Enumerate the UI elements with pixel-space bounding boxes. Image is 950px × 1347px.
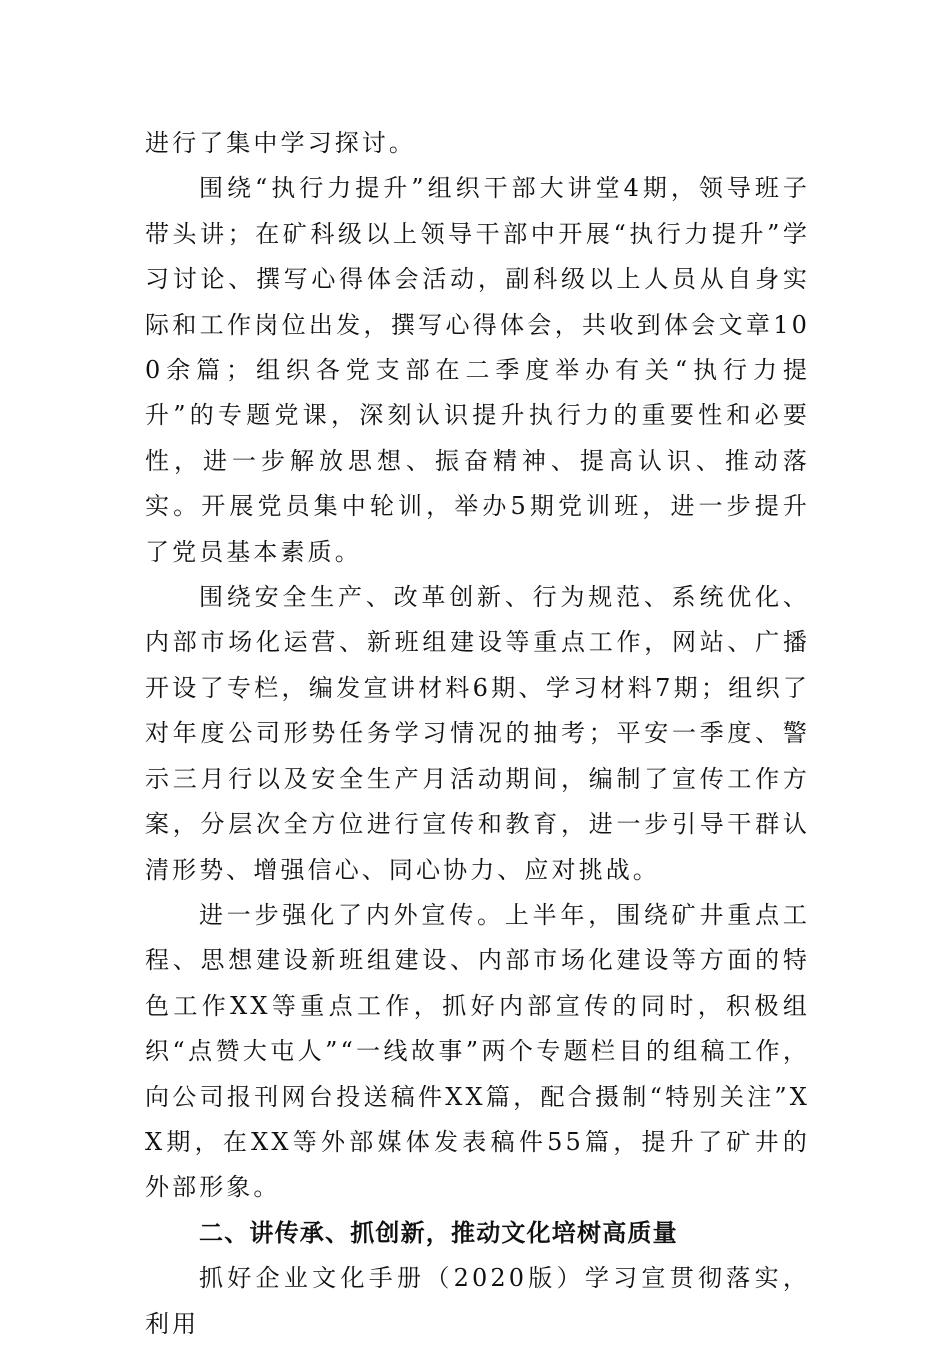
paragraph-execution-training: 围绕“执行力提升”组织干部大讲堂4期，领导班子带头讲；在矿科级以上领导干部中开展“执行力提升”学习讨论、撰写心得体会活动，副科级以上人员从自身实际和工作岗位出发，撰写心得体会，共收到体会文章100余篇；组织各党支部在二季度举办有关“执行力提升”的专题党课，深刻认识提升执行力的重要性和必要性，进一步解放思想、振奋精神、提高认识、推动落实。开展党员集中轮训，举办5期党训班，进一步提升了党员基本素质。 <box>145 174 810 566</box>
paragraph-key-work-publicity: 围绕安全生产、改革创新、行为规范、系统优化、内部市场化运营、新班组建设等重点工作，网站、广播开设了专栏，编发宣讲材料6期、学习材料7期；组织了对年度公司形势任务学习情况的抽考；平安一季度、警示三月行以及安全生产月活动期间，编制了宣传工作方案，分层次全方位进行宣传和教育，进一步引导干群认清形势、增强信心、同心协力、应对挑战。 <box>145 583 810 884</box>
section-heading: 二、讲传承、抓创新，推动文化培树高质量 <box>199 1218 678 1247</box>
paragraph-internal-external-publicity: 进一步强化了内外宣传。上半年，围绕矿井重点工程、思想建设新班组建设、内部市场化建设等方面的特色工作XX等重点工作，抓好内部宣传的同时，积极组织“点赞大屯人”“一线故事”两个专题栏目的组稿工作，向公司报刊网台投送稿件XX篇，配合摄制“特别关注”XX期，在XX等外部媒体发表稿件55篇，提升了矿井的外部形象。 <box>145 900 810 1202</box>
document-body <box>145 121 810 1347</box>
paragraph-culture-handbook: 抓好企业文化手册（2020版）学习宣贯彻落实，利用 <box>145 1264 810 1338</box>
paragraph-continuation: 进行了集中学习探讨。 <box>145 129 416 157</box>
